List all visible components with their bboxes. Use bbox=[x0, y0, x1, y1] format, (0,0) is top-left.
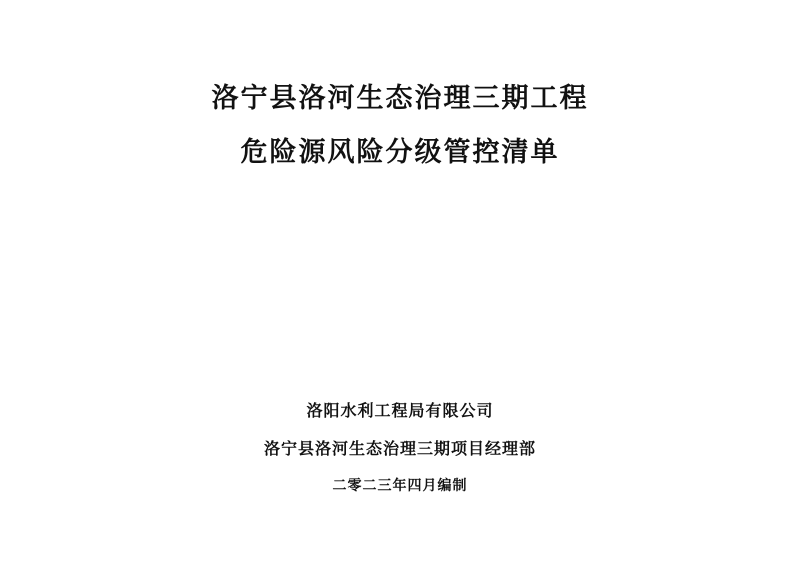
organization-line-2: 洛宁县洛河生态治理三期项目经理部 bbox=[263, 439, 536, 458]
document-footer bbox=[0, 392, 800, 504]
organization-line-1: 洛阳水利工程局有限公司 bbox=[306, 401, 494, 420]
document-title bbox=[0, 72, 800, 180]
title-line-2: 危险源风险分级管控清单 bbox=[240, 137, 560, 168]
title-line-1: 洛宁县洛河生态治理三期工程 bbox=[211, 83, 589, 114]
document-date: 二零二三年四月编制 bbox=[332, 478, 468, 494]
